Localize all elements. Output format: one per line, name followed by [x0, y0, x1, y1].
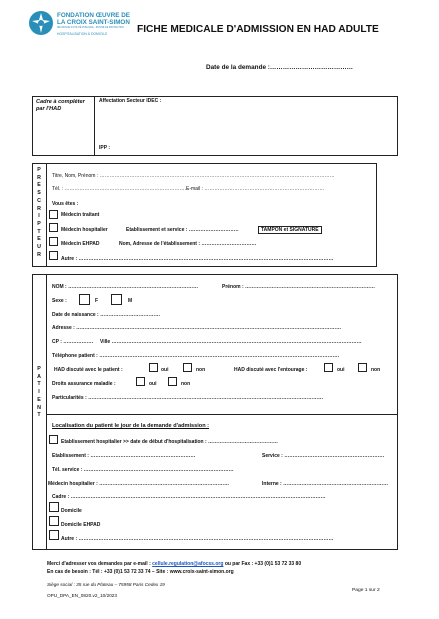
page-title: FICHE MEDICALE D'ADMISSION EN HAD ADULTE: [137, 24, 379, 35]
localisation-cadre[interactable]: Cadre : ………………………………………………………………………………………………………………………………………: [52, 494, 326, 500]
patient-side-letter: N: [37, 404, 41, 411]
prescripteur-side-letter: T: [37, 228, 41, 235]
etab-hospitalier-checkbox[interactable]: [49, 435, 58, 444]
patient-side-letter: I: [38, 389, 40, 396]
patient-divider: [46, 274, 47, 550]
sexe-label: Sexe :: [52, 298, 67, 304]
particularites-field[interactable]: Particularités : ……………………………………………………………………………………………………………………………: [52, 395, 324, 401]
etab-service-field[interactable]: Etablissement et service : …………………………: [126, 227, 239, 233]
medecin-ehpad-checkbox[interactable]: [49, 237, 58, 246]
droits-oui-label: oui: [149, 381, 157, 387]
had-entourage-non-checkbox[interactable]: [358, 363, 367, 372]
etab-hospitalier-label[interactable]: Etablissement hospitalier >> date de début d'hospitalisation : ……………………………………: [61, 439, 279, 445]
had-entourage-oui-checkbox[interactable]: [324, 363, 333, 372]
footer-email-link[interactable]: cellule.regulation@afocss.org: [152, 561, 224, 567]
affectation-label: Affectation Secteur IDEC :: [99, 98, 162, 104]
patient-side-letter: A: [37, 373, 41, 380]
droits-non-checkbox[interactable]: [168, 377, 177, 386]
sexe-f-checkbox[interactable]: [79, 294, 90, 305]
localisation-autre-field[interactable]: Autre : ………………………………………………………………………………………………………………………………………: [61, 536, 334, 542]
patient-side-letter: P: [37, 366, 41, 372]
prescripteur-side-letter: R: [37, 174, 41, 181]
localisation-autre-checkbox[interactable]: [49, 530, 59, 540]
medecin-ehpad-label: Médecin EHPAD: [61, 241, 100, 247]
localisation-etablissement[interactable]: Etablissement : ………………………………………………………: [52, 453, 196, 459]
ipp-label: IPP :: [99, 145, 111, 151]
sexe-m-label: M: [128, 298, 133, 304]
had-patient-non-label: non: [196, 367, 206, 373]
medecin-traitant-label: Médecin traitant: [61, 212, 100, 218]
had-entourage-non-label: non: [371, 367, 381, 373]
date-naissance[interactable]: Date de naissance : ………………………………: [52, 312, 161, 318]
had-patient-non-checkbox[interactable]: [183, 363, 192, 372]
footer-line2: En cas de besoin : Tél : +33 (0)1 53 72 33 74 – Site : www.croix-saint-simon.org: [47, 569, 234, 575]
logo-tagline: RECONNUE D'UTILITÉ PUBLIQUE · ŒUVRE DE PROTECTION: [57, 27, 124, 29]
domicile-label: Domicile: [61, 508, 82, 514]
autre-prescripteur-field[interactable]: Autre : ………………………………………………………………………………………………………………………………………: [61, 256, 334, 262]
patient-telephone[interactable]: Téléphone patient : ………………………………………………………………………………………………………………………………: [52, 353, 340, 359]
patient-side-letter: T: [37, 412, 41, 419]
logo: [28, 10, 138, 46]
prescripteur-side-letter: P: [37, 167, 41, 173]
cadre-divider: [94, 96, 95, 156]
medecin-hospitalier-checkbox[interactable]: [49, 223, 58, 232]
prescripteur-side-letter: R: [37, 251, 41, 258]
domicile-ehpad-checkbox[interactable]: [49, 516, 59, 526]
patient-localisation-divider: [46, 414, 398, 415]
prescripteur-side-letter: U: [37, 244, 41, 251]
patient-cp[interactable]: CP : ………………: [52, 339, 94, 345]
autre-prescripteur-checkbox[interactable]: [49, 251, 58, 260]
had-patient-oui-label: oui: [161, 367, 169, 373]
footer-line1-post: ou par Fax : +33 (0)1 53 72 33 80: [224, 561, 302, 567]
cadre-left-label: Cadre à compléter par l'HAD: [36, 99, 85, 112]
prescripteur-side-letter: S: [37, 190, 41, 197]
prescripteur-tel[interactable]: Tél. : …………………………………………………………………: [52, 186, 190, 192]
patient-side-letter: E: [37, 396, 41, 403]
medecin-hospitalier-label: Médecin hospitalier: [61, 227, 108, 233]
patient-ville[interactable]: Ville ……………………………………………………………………………………………………………………………………: [100, 339, 362, 345]
sexe-f-label: F: [95, 298, 99, 304]
footer-code: OPU_DPA_EN_0820.v2_10/2023: [47, 593, 118, 598]
localisation-tel-service[interactable]: Tél. service : ………………………………………………………………………………: [52, 467, 234, 473]
had-entourage-oui-label: oui: [337, 367, 345, 373]
tampon-signature-label: TAMPON et SIGNATURE: [258, 226, 322, 234]
prescripteur-side-letter: P: [37, 220, 41, 227]
prescripteur-side-letter: E: [37, 182, 41, 189]
prescripteur-side-letter: C: [37, 197, 41, 204]
droits-oui-checkbox[interactable]: [136, 377, 145, 386]
logo-sub: HOSPITALISATION À DOMICILE: [57, 32, 108, 36]
nom-adresse-field[interactable]: Nom, Adresse de l'établissement : ……………………………: [119, 241, 257, 247]
medecin-traitant-checkbox[interactable]: [49, 210, 58, 219]
prescripteur-email[interactable]: E-mail : ………………………………………………………………: [186, 186, 325, 192]
patient-side-label: [33, 366, 45, 420]
date-demande: Date de la demande :…………………………………: [206, 64, 354, 71]
prescripteur-titre[interactable]: Titre, Nom, Prénom : ……………………………………………………………………………………………………………………………: [52, 173, 335, 179]
footer-line1-pre: Merci d'adresser vos demandes par e-mail :: [47, 561, 151, 567]
had-entourage-label: HAD discuté avec l'entourage :: [234, 367, 308, 373]
footer-siege: Siège social : 35 rue du Plateau – 75958 Paris Cedex 19: [47, 582, 165, 587]
domicile-checkbox[interactable]: [49, 502, 59, 512]
prescripteur-side-label: [33, 167, 45, 259]
patient-prenom[interactable]: Prénom : ……………………………………………………………………: [222, 284, 376, 290]
had-patient-oui-checkbox[interactable]: [149, 363, 158, 372]
prescripteur-side-letter: R: [37, 205, 41, 212]
localisation-heading: Localisation du patient le jour de la demande d'admission :: [52, 423, 210, 429]
vous-etes-label: Vous êtes :: [52, 201, 79, 207]
localisation-medecin-hosp[interactable]: Médecin hospitalier : ……………………………………………………………………: [48, 481, 230, 487]
droits-non-label: non: [181, 381, 191, 387]
had-patient-label: HAD discuté avec le patient :: [54, 367, 123, 373]
localisation-service[interactable]: Service : ……………………………………………………: [262, 453, 385, 459]
patient-nom[interactable]: NOM : ……………………………………………………………………: [52, 284, 199, 290]
droits-label: Droits assurance maladie :: [52, 381, 116, 387]
domicile-ehpad-label: Domicile EHPAD: [61, 522, 101, 528]
prescripteur-side-letter: E: [37, 236, 41, 243]
sexe-m-checkbox[interactable]: [111, 294, 122, 305]
logo-line2: LA CROIX SAINT-SIMON: [57, 19, 130, 26]
logo-cross-icon: [28, 10, 54, 36]
logo-line1: FONDATION ŒUVRE DE: [57, 12, 130, 19]
prescripteur-side-letter: I: [38, 213, 40, 220]
localisation-interne[interactable]: Interne : ………………………………………………………: [262, 481, 389, 487]
prescripteur-divider: [46, 163, 47, 267]
patient-side-letter: T: [37, 381, 41, 388]
patient-adresse[interactable]: Adresse : ……………………………………………………………………………………………………………………………………………: [52, 325, 342, 331]
footer-line1: [47, 561, 301, 567]
footer-page: Page 1 sur 2: [352, 588, 380, 593]
